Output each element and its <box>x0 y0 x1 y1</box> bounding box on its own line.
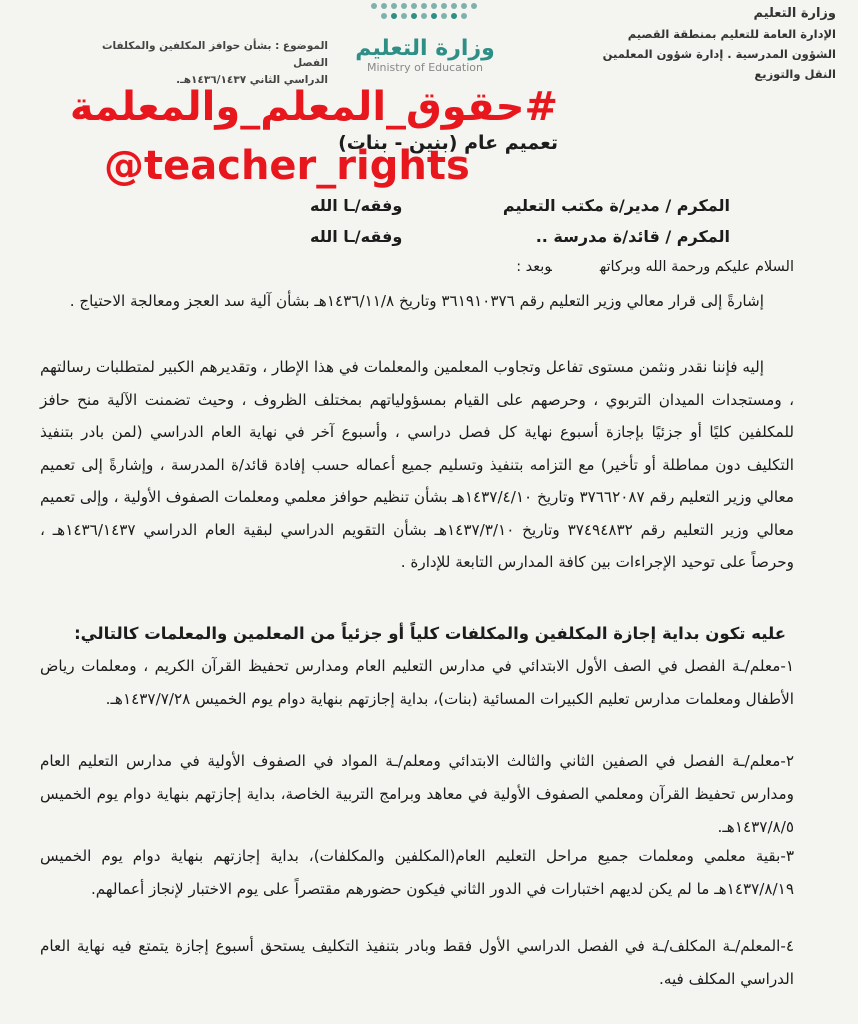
item-number: ٢- <box>780 752 794 770</box>
list-item <box>40 930 794 996</box>
item-text: المعلم/ـة المكلف/ـة في الفصل الدراسي الأول فقط وبادر بتنفيذ التكليف يستحق أسبوع إجازة يتمتع فيه نهاية العام الدراسي المكلف فيه. <box>40 937 794 988</box>
subject-line: الموضوع : بشأن حوافز المكلفين والمكلفات الفصل <box>101 40 328 69</box>
issuer-header <box>586 4 836 84</box>
logo-arabic-text: وزارة التعليم <box>355 36 495 61</box>
item-number: ٣- <box>780 847 794 865</box>
greeting-salam: السلام عليكم ورحمة الله وبركاته <box>599 259 794 275</box>
issuer-line: وزارة التعليم <box>753 6 836 21</box>
addressee-row <box>310 194 730 218</box>
item-number: ٤- <box>780 937 794 955</box>
addressee-name: المكرم / قائد/ة مدرسة .. <box>535 227 730 246</box>
addressee-row <box>310 225 730 249</box>
logo-english-text: Ministry of Education <box>366 61 483 74</box>
addressee-blessing: وفقه/ـا الله <box>310 196 403 215</box>
addressee-blessing: وفقه/ـا الله <box>310 227 403 246</box>
item-text: بقية معلمي ومعلمات جميع مراحل التعليم العام(المكلفين والمكلفات)، بداية إجازتهم بنهاية دوام يوم الخميس ١٤٣٧/٨/١٩هـ ما لم يكن لديهم اختبارات في الدور الثاني فيكون حضورهم مقتصراً على يوم الاختبار لإنجاز أعمالهم. <box>40 847 794 898</box>
issuer-line: النقل والتوزيع <box>754 67 836 81</box>
item-text: معلم/ـة الفصل في الصفين الثاني والثالث الابتدائي ومعلم/ـة المواد في الصفوف الأولية في مدارس التعليم العام ومدارس تحفيظ القرآن ومعلمي الصفوف الأولية في معاهد وبرامج التربية الخاصة، بداية إجازتهم بنهاية دوام يوم الخميس ١٤٣٧/٨/٥هـ. <box>40 752 794 836</box>
issuer-line: الإدارة العامة للتعليم بمنطقة القصيم <box>627 27 836 41</box>
circular-title: تعميم عام (بنين - بنات) <box>338 132 558 154</box>
paragraph: إليه فإننا نقدر ونثمن مستوى تفاعل وتجاوب المعلمين والمعلمات في هذا الإطار ، وتقديرهم الكبير لمتطلبات رسالتهم ، ومستجدات الميدان التربوي ، وحرصهم على القيام بمسؤولياتهم بمختلف الظروف ، وحيث تضمنت الآلية منح حافز للمكلفين كليًا أو جزئيًا بإجازة أسبوع نهاية كل فصل دراسي ، وأسبوع آخر في نهاية العام الدراسي (لمن بادر بتنفيذ التكليف دون مماطلة أو تأخير) مع التزامه بتنفيذ وتسليم جميع أعماله حسب إفادة قائد/ة المدرسة ، وإشارةً إلى تعميم معالي وزير التعليم رقم ٣٧٦٦٢٠٨٧ وتاريخ ١٤٣٧/٤/١٠هـ بشأن تنظيم حوافز معلمي ومعلمات الصفوف الأولية ، وإلى تعميم معالي وزير التعليم رقم ٣٧٤٩٤٨٣٢ وتاريخ ١٤٣٧/٣/١٠هـ بشأن التقويم الدراسي لبقية العام الدراسي ١٤٣٦/١٤٣٧هـ ، وحرصاً على توحيد الإجراءات بين كافة المدارس التابعة للإدارة . <box>40 358 795 571</box>
handle-overlay: @teacher_rights <box>104 143 470 189</box>
paragraph: إشارةً إلى قرار معالي وزير التعليم رقم ٣٦١٩١٠٣٧٦ وتاريخ ١٤٣٦/١١/٨هـ بشأن آلية سد العجز ومعالجة الاحتياج . <box>69 292 764 310</box>
addressee-name: المكرم / مدير/ة مكتب التعليم <box>502 196 730 215</box>
list-item <box>40 650 794 716</box>
greeting <box>516 256 794 278</box>
section-heading: عليه تكون بداية إجازة المكلفين والمكلفات كلياً أو جزئياً من المعلمين والمعلمات كالتالي: <box>74 624 786 643</box>
subject-line: الدراسي الثاني ١٤٣٦/١٤٣٧هـ. <box>176 74 328 86</box>
list-item <box>40 840 794 906</box>
issuer-line: الشؤون المدرسية . إدارة شؤون المعلمين <box>602 47 836 61</box>
item-text: معلم/ـة الفصل في الصف الأول الابتدائي في مدارس التعليم العام ومدارس تحفيظ القرآن الكريم ، ومعلمات رياض الأطفال ومعلمات مدارس تعليم الكبيرات المسائية (بنات)، بداية إجازتهم بنهاية دوام يوم الخميس ١٤٣٧/٧/٢٨هـ. <box>40 657 794 708</box>
list-item <box>40 745 794 844</box>
greeting-then: وبعد : <box>516 259 552 275</box>
item-number: ١- <box>780 657 794 675</box>
ministry-logo <box>350 0 500 86</box>
logo-dots-icon <box>360 0 490 30</box>
hashtag-overlay: #حقوق_المعلم_والمعلمة <box>69 84 558 130</box>
